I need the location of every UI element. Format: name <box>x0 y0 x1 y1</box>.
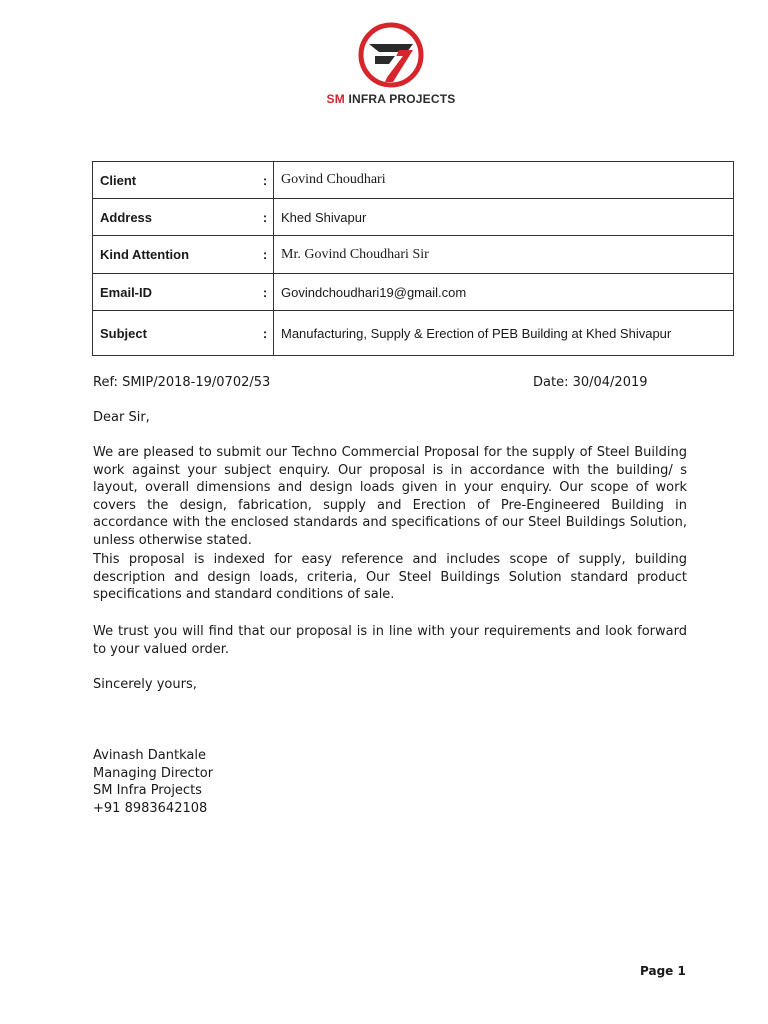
row-label: Email-ID <box>93 274 258 311</box>
logo-wordmark-rest: INFRA PROJECTS <box>344 92 456 106</box>
signatory-title: Managing Director <box>93 765 214 781</box>
client-value: Govind Choudhari <box>274 162 734 199</box>
signature-block <box>93 747 213 817</box>
table-row <box>93 311 734 356</box>
row-label: Client <box>93 162 258 199</box>
signatory-phone: +91 8983642108 <box>93 800 208 816</box>
subject-value: Manufacturing, Supply & Erection of PEB Building at Khed Shivapur <box>274 311 734 356</box>
row-colon: : <box>257 162 274 199</box>
table-row <box>93 274 734 311</box>
signatory-name: Avinash Dantkale <box>93 748 206 763</box>
sm-logo-icon <box>355 20 427 90</box>
email-value: Govindchoudhari19@gmail.com <box>274 274 734 311</box>
attention-value: Mr. Govind Choudhari Sir <box>274 236 734 274</box>
signatory-company: SM Infra Projects <box>93 783 202 799</box>
row-colon: : <box>257 199 274 236</box>
body-paragraph: We trust you will find that our proposal is in line with your requirements and look forward to your valued order. <box>93 624 687 657</box>
row-colon: : <box>257 274 274 311</box>
address-value: Khed Shivapur <box>274 199 734 236</box>
row-colon: : <box>257 311 274 356</box>
table-row <box>93 236 734 274</box>
client-info-table <box>92 161 734 356</box>
row-label: Subject <box>93 311 258 356</box>
company-logo <box>316 20 466 112</box>
logo-wordmark-sm: SM <box>326 92 345 106</box>
row-label: Kind Attention <box>93 236 258 274</box>
salutation: Dear Sir, <box>93 410 150 425</box>
row-label: Address <box>93 199 258 236</box>
table-row <box>93 162 734 199</box>
closing: Sincerely yours, <box>93 677 197 692</box>
table-row <box>93 199 734 236</box>
logo-wordmark <box>316 92 466 106</box>
letter-date: Date: 30/04/2019 <box>533 375 648 390</box>
body-paragraph: We are pleased to submit our Techno Commercial Proposal for the supply of Steel Building work against your subject enquiry. Our proposal is in accordance with the building/ s layout, overall dimensions and design loads given in your enquiry. Our scope of work covers the design, fabrication, supply and Erection of Pre-Engineered Building in accordance with the enclosed standards and specifications of our Steel Buildings Solution, unless otherwise stated. <box>93 445 687 548</box>
row-colon: : <box>257 236 274 274</box>
reference-number: Ref: SMIP/2018-19/0702/53 <box>93 375 271 390</box>
body-paragraph: This proposal is indexed for easy reference and includes scope of supply, building description and design loads, criteria, Our Steel Buildings Solution standard product specifications and standard conditions of sale. <box>93 552 687 603</box>
page-number: Page 1 <box>640 964 686 978</box>
